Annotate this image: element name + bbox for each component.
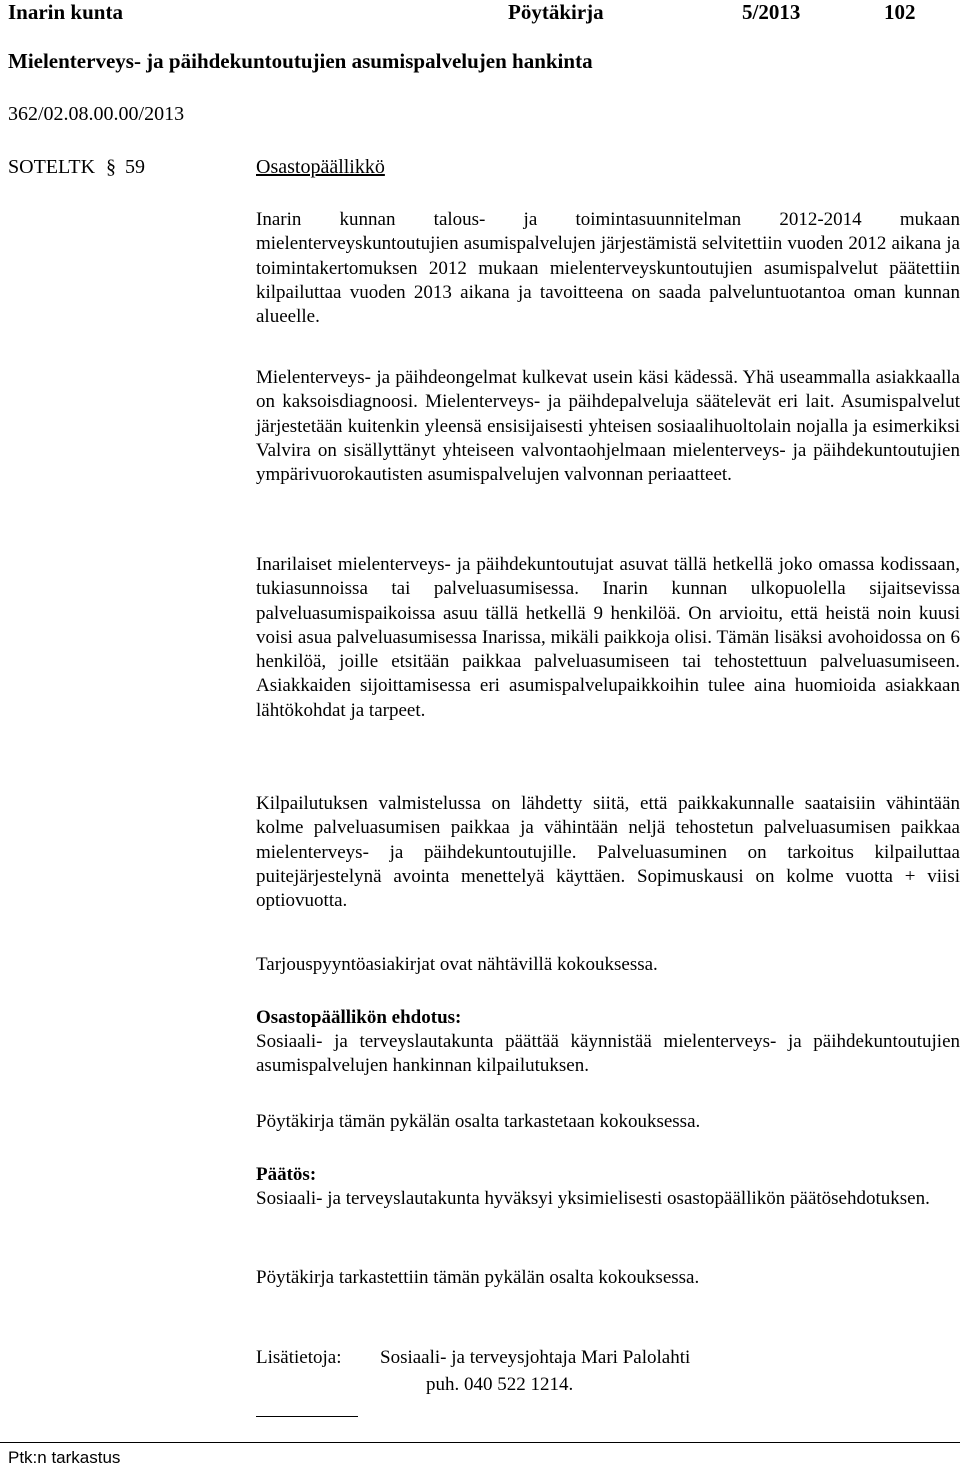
footer-rule — [0, 1442, 960, 1443]
proposal-note: Pöytäkirja tämän pykälän osalta tarkastetaan kokouksessa. — [256, 1111, 701, 1132]
contact-label: Lisätietoja: — [256, 1347, 342, 1368]
contact-name: Sosiaali- ja terveysjohtaja Mari Palolahti — [380, 1347, 691, 1368]
contact-phone: puh. 040 522 1214. — [426, 1374, 574, 1395]
header-doc-type: Pöytäkirja — [508, 0, 604, 24]
proposal-heading: Osastopäällikön ehdotus: — [256, 1007, 462, 1028]
header-municipality: Inarin kunta — [8, 0, 123, 24]
presenter: Osastopäällikkö — [256, 156, 385, 178]
signature-line — [256, 1416, 358, 1417]
section-label — [8, 155, 145, 179]
decision-heading: Päätös: — [256, 1164, 317, 1185]
paragraph: Mielenterveys- ja päihdeongelmat kulkevat usein käsi kädessä. Yhä useammalla asiakkaalla on kaksoisdiagnoosi. Mielenterveys- ja päihdepalveluja säätelevät eri lait. Asumispalvelut järjestetään kuitenkin yleensä ensisijaisesti yhteisen sosiaalihuoltolain nojalla ja esimerkiksi Valvira on sisällyttänyt yhteiseen valvontaohjelmaan mielenterveys- ja päihdekuntoutujien ympärivuorokautisten asumispalvelujen valvonnan periaatteet. — [256, 367, 960, 486]
header-page-number: 102 — [884, 0, 916, 24]
document-title: Mielenterveys- ja päihdekuntoutujien asumispalvelujen hankinta — [8, 49, 593, 73]
paragraph: Inarin kunnan talous- ja toimintasuunnitelman 2012-2014 mukaan mielenterveyskuntoutujien asumispalvelujen järjestämistä selvitettiin vuoden 2012 aikana ja toimintakertomuksen 2012 mukaan mielenterveyskuntoutujien asumispalvelut päätettiin kilpailuttaa vuoden 2013 aikana ja tavoitteena on saada palveluntuotantoa oman kunnan alueelle. — [256, 209, 960, 328]
paragraph: Kilpailutuksen valmistelussa on lähdetty siitä, että paikkakunnalle saataisiin vähintään kolme palveluasumisen paikkaa ja vähintään neljä tehostetun palveluasumisen paikkaa mielenterveys- ja päihdekuntoutujille. Palveluasuminen on tarkoitus kilpailuttaa puitejärjestelynä avointa menettelyä käyttäen. Sopimuskausi on kolme vuotta + viisi optiovuotta. — [256, 793, 960, 912]
paragraph: Inarilaiset mielenterveys- ja päihdekuntoutujat asuvat tällä hetkellä joko omassa kodissaan, tukiasunnoissa tai palveluasumisessa. Inarin kunnan ulkopuolella sijaitsevissa palveluasumispaikoissa asuu tällä hetkellä 9 henkilöä. On arvioitu, että heistä noin kuusi voisi asua palveluasumisessa Inarissa, mikäli paikkoja olisi. Tämän lisäksi avohoidossa on 6 henkilöä, joille etsitään paikkaa palveluasumiseen tai tehostettuun palveluasumiseen. Asiakkaiden sijoittamisessa eri asumispalvelupaikkoihin tulee aina huomioida asiakkaan lähtökohdat ja tarpeet. — [256, 554, 960, 721]
header-issue: 5/2013 — [742, 0, 801, 24]
decision-text: Sosiaali- ja terveyslautakunta hyväksyi yksimielisesti osastopäällikön päätösehdotuksen. — [256, 1188, 930, 1209]
section-symbol: § — [106, 156, 117, 178]
record-number: 362/02.08.00.00/2013 — [8, 103, 185, 125]
section-committee: SOTELTK — [8, 156, 96, 178]
proposal-text: Sosiaali- ja terveyslautakunta päättää käynnistää mielenterveys- ja päihdekuntoutujien asumispalvelujen hankinnan kilpailutuksen. — [256, 1031, 960, 1077]
footer-label: Ptk:n tarkastus — [8, 1448, 121, 1467]
decision-note: Pöytäkirja tarkastettiin tämän pykälän osalta kokouksessa. — [256, 1267, 700, 1288]
paragraph: Tarjouspyyntöasiakirjat ovat nähtävillä kokouksessa. — [256, 954, 658, 975]
section-number: 59 — [125, 156, 146, 178]
